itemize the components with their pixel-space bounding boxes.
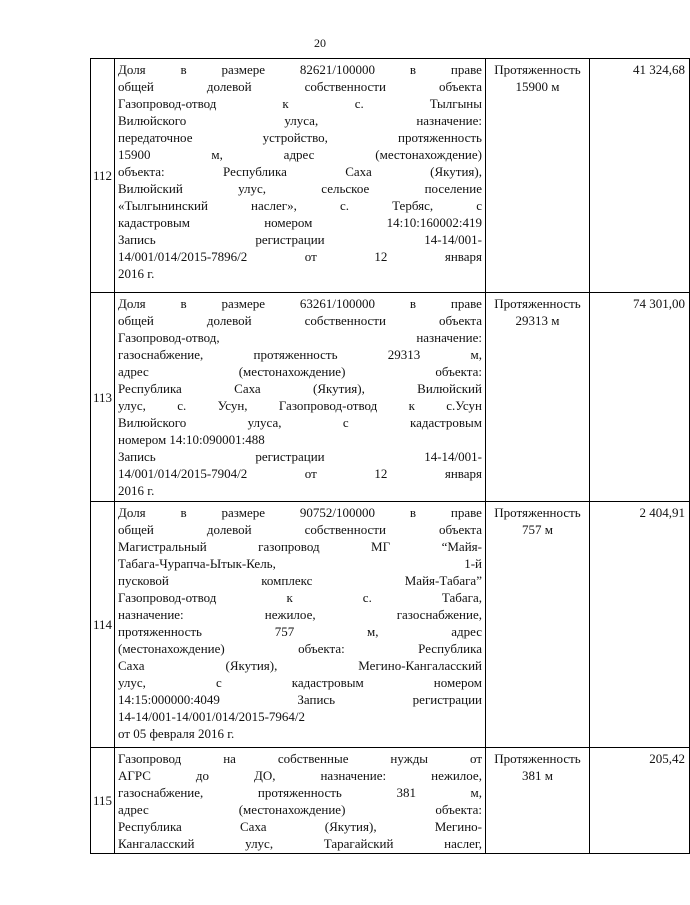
length-label: Протяженность bbox=[494, 751, 581, 766]
description-line: Доля в размере 82621/100000 в праве bbox=[118, 62, 482, 77]
description-line: передаточное устройство, протяженность bbox=[118, 130, 482, 145]
description-line: Республика Саха (Якутия), Вилюйский bbox=[118, 381, 482, 396]
length-cell bbox=[486, 59, 590, 293]
row-number: 112 bbox=[91, 59, 115, 293]
description-line: 2016 г. bbox=[118, 483, 155, 498]
description-line: общей долевой собственности объекта bbox=[118, 522, 482, 537]
description-line: Республика Саха (Якутия), Мегино- bbox=[118, 819, 482, 834]
table-row bbox=[91, 748, 690, 854]
description-line: Саха (Якутия), Мегино-Кангаласский bbox=[118, 658, 482, 673]
description-line: Табага-Чурапча-Ытык-Кель, 1-й bbox=[118, 556, 482, 571]
description-line: адрес (местонахождение) объекта: bbox=[118, 802, 482, 817]
value-cell: 205,42 bbox=[590, 748, 690, 854]
length-value: 381 м bbox=[522, 768, 553, 783]
description-line: Газопровод-отвод к с. Тылгыны bbox=[118, 96, 482, 111]
value-cell: 41 324,68 bbox=[590, 59, 690, 293]
description-line: от 05 февраля 2016 г. bbox=[118, 726, 235, 741]
description-line: 14:15:000000:4049 Запись регистрации bbox=[118, 692, 482, 707]
object-description bbox=[115, 59, 486, 293]
description-line: (местонахождение) объекта: Республика bbox=[118, 641, 482, 656]
value-cell: 2 404,91 bbox=[590, 502, 690, 748]
table-row bbox=[91, 502, 690, 748]
row-number: 113 bbox=[91, 293, 115, 502]
description-line: улус, с. Усун, Газопровод-отвод к с.Усун bbox=[118, 398, 482, 413]
page-number: 20 bbox=[314, 36, 326, 50]
description-line: кадастровым номером 14:10:160002:419 bbox=[118, 215, 482, 230]
description-line: адрес (местонахождение) объекта: bbox=[118, 364, 482, 379]
length-value: 29313 м bbox=[515, 313, 560, 328]
object-description bbox=[115, 748, 486, 854]
description-line: пусковой комплекс Майя-Табага” bbox=[118, 573, 482, 588]
table-row bbox=[91, 59, 690, 293]
description-line: улус, с кадастровым номером bbox=[118, 675, 482, 690]
description-line: 2016 г. bbox=[118, 266, 155, 281]
description-line: Вилюйского улуса, с кадастровым bbox=[118, 415, 482, 430]
description-line: Вилюйского улуса, назначение: bbox=[118, 113, 482, 128]
description-line: номером 14:10:090001:488 bbox=[118, 432, 265, 447]
object-description bbox=[115, 502, 486, 748]
table-body bbox=[91, 59, 690, 854]
description-line: Вилюйский улус, сельское поселение bbox=[118, 181, 482, 196]
description-line: Газопровод-отвод к с. Табага, bbox=[118, 590, 482, 605]
length-value: 15900 м bbox=[515, 79, 560, 94]
value-cell: 74 301,00 bbox=[590, 293, 690, 502]
description-line: АГРС до ДО, назначение: нежилое, bbox=[118, 768, 482, 783]
description-line: 14-14/001-14/001/014/2015-7964/2 bbox=[118, 709, 306, 724]
description-line: Доля в размере 63261/100000 в праве bbox=[118, 296, 482, 311]
description-line: назначение: нежилое, газоснабжение, bbox=[118, 607, 482, 622]
description-line: Газопровод на собственные нужды от bbox=[118, 751, 482, 766]
description-line: Запись регистрации 14-14/001- bbox=[118, 232, 482, 247]
length-label: Протяженность bbox=[494, 505, 581, 520]
row-number: 114 bbox=[91, 502, 115, 748]
length-label: Протяженность bbox=[494, 296, 581, 311]
description-line: Кангаласский улус, Тарагайский наслег, bbox=[118, 836, 482, 851]
description-line: Запись регистрации 14-14/001- bbox=[118, 449, 482, 464]
description-line: общей долевой собственности объекта bbox=[118, 79, 482, 94]
length-label: Протяженность bbox=[494, 62, 581, 77]
description-line: Магистральный газопровод МГ “Майя- bbox=[118, 539, 482, 554]
length-cell bbox=[486, 293, 590, 502]
length-cell bbox=[486, 748, 590, 854]
object-description bbox=[115, 293, 486, 502]
description-line: газоснабжение, протяженность 29313 м, bbox=[118, 347, 482, 362]
description-line: объекта: Республика Саха (Якутия), bbox=[118, 164, 482, 179]
description-line: 14/001/014/2015-7904/2 от 12 января bbox=[118, 466, 482, 481]
description-line: Газопровод-отвод, назначение: bbox=[118, 330, 482, 345]
length-cell bbox=[486, 502, 590, 748]
description-line: Доля в размере 90752/100000 в праве bbox=[118, 505, 482, 520]
length-value: 757 м bbox=[522, 522, 553, 537]
row-number: 115 bbox=[91, 748, 115, 854]
description-line: газоснабжение, протяженность 381 м, bbox=[118, 785, 482, 800]
table-row bbox=[91, 293, 690, 502]
description-line: протяженность 757 м, адрес bbox=[118, 624, 482, 639]
description-line: 15900 м, адрес (местонахождение) bbox=[118, 147, 482, 162]
description-line: общей долевой собственности объекта bbox=[118, 313, 482, 328]
property-table bbox=[90, 58, 690, 854]
description-line: «Тылгынинский наслег», с. Тербяс, с bbox=[118, 198, 482, 213]
description-line: 14/001/014/2015-7896/2 от 12 января bbox=[118, 249, 482, 264]
